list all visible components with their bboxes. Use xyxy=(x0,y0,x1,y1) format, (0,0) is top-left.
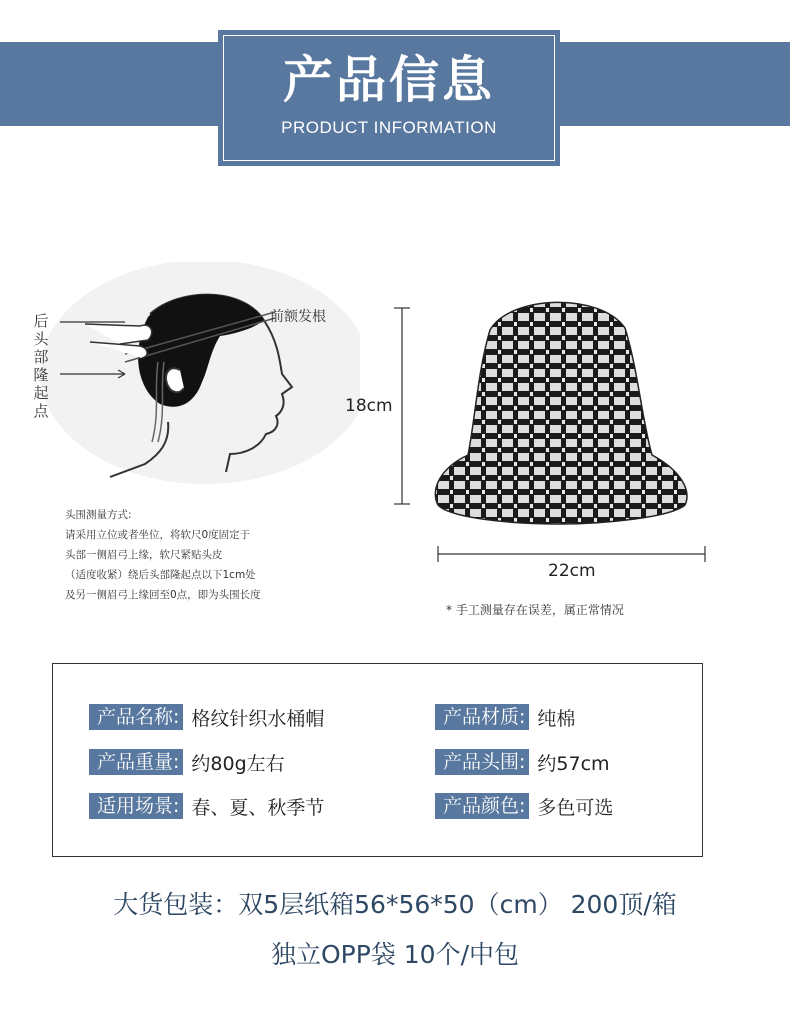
info-row-season xyxy=(89,791,324,821)
page-title: 产品信息 xyxy=(283,51,495,109)
note-line: 及另一侧眉弓上缘回至0点，即为头围长度 xyxy=(65,589,261,601)
note-line: （适度收紧）绕后头部隆起点以下1cm处 xyxy=(65,569,256,581)
hat-height-label: 18cm xyxy=(345,396,393,416)
head-size-value: 约57cm xyxy=(537,752,610,775)
note-line: 头部一侧眉弓上缘，软尺紧贴头皮 xyxy=(65,549,223,561)
info-row-name xyxy=(89,702,324,732)
head-size-label: 产品头围: xyxy=(435,749,529,775)
back-head-label: 后头部隆起点 xyxy=(33,312,49,420)
color-value: 多色可选 xyxy=(537,796,614,819)
info-row-color xyxy=(435,791,613,821)
bucket-hat-image xyxy=(380,290,730,590)
front-hairline-label: 前额发根 xyxy=(270,309,326,325)
info-row-weight xyxy=(89,747,285,777)
page-subtitle: PRODUCT INFORMATION xyxy=(281,118,497,137)
season-value: 春、夏、秋季节 xyxy=(191,796,325,819)
info-row-head-size xyxy=(435,747,610,777)
note-line: 请采用立位或者坐位，将软尺0度固定于 xyxy=(65,529,251,541)
season-label: 适用场景: xyxy=(89,793,183,819)
note-line: 头围测量方式: xyxy=(65,509,132,521)
name-value: 格纹针织水桶帽 xyxy=(191,707,325,730)
hat-width-label: 22cm xyxy=(548,561,596,581)
material-label: 产品材质: xyxy=(435,704,529,730)
weight-value: 约80g左右 xyxy=(191,752,285,775)
info-row-material xyxy=(435,702,575,732)
color-label: 产品颜色: xyxy=(435,793,529,819)
packaging-line-2: 独立OPP袋 10个/中包 xyxy=(270,940,519,969)
material-value: 纯棉 xyxy=(537,707,576,730)
packaging-line-1: 大货包装：双5层纸箱56*56*50（cm） 200顶/箱 xyxy=(113,890,677,919)
measurement-instructions xyxy=(65,505,261,605)
measurement-error-note: * 手工测量存在误差，属正常情况 xyxy=(446,603,624,617)
head-measurement-illustration xyxy=(30,262,360,490)
title-box xyxy=(218,30,560,166)
product-info-table xyxy=(52,663,703,857)
weight-label: 产品重量: xyxy=(89,749,183,775)
name-label: 产品名称: xyxy=(89,704,183,730)
